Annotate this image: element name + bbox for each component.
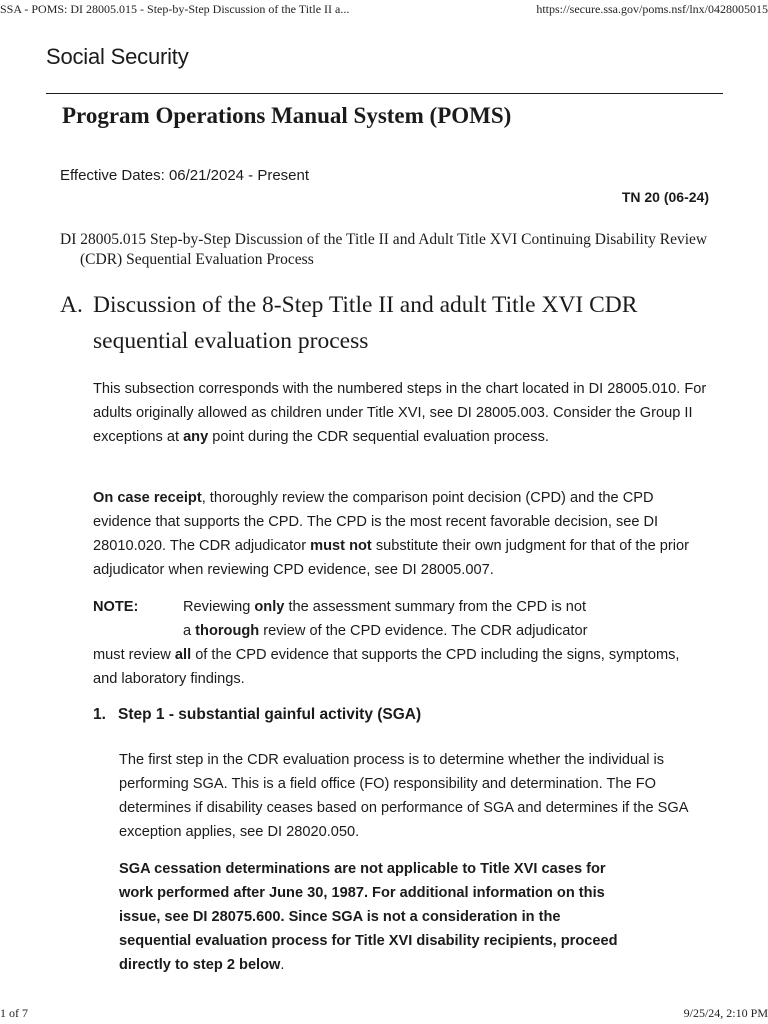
note-line-3 [93, 643, 693, 691]
print-header-title: SSA - POMS: DI 28005.015 - Step-by-Step Discussion of the Title II a... [0, 2, 350, 16]
note-text-2: the assessment summary from the CPD is not [284, 599, 587, 615]
step-1-title: Step 1 - substantial gainful activity (SGA) [118, 706, 422, 723]
print-footer [0, 1006, 768, 1024]
step-1-paragraph: The first step in the CDR evaluation process is to determine whether the individual is performing SGA. This is a field office (FO) responsibility and determination. The FO determines if disability ceases based on performance of SGA and determines if the SGA exception applies, see DI 28020.050. [119, 752, 688, 840]
sga-bold-text: SGA cessation determinations are not applicable to Title XVI cases for work performed after June 30, 1987. For additional information on this issue, see DI 28075.600. Since SGA is not a consideration in the sequential evaluation process for Title XVI disability recipients, proceed directly to step 2 below [119, 861, 618, 973]
note-text-3: a [183, 623, 196, 639]
section-heading-text: Discussion of the 8-Step Title II and adult Title XVI CDR sequential evaluation process [93, 292, 638, 354]
intro-text-2: point during the CDR sequential evaluation process. [208, 429, 549, 445]
poms-title: Program Operations Manual System (POMS) [62, 103, 512, 128]
case-receipt-text-2: substitute their own judgment for that of the prior adjudicator when reviewing CPD evidence, see DI 28005.007. [93, 538, 689, 578]
header-divider [46, 93, 723, 94]
note-bold-all: all [174, 647, 192, 663]
note-line-2 [93, 619, 693, 643]
sga-bold-paragraph [119, 857, 619, 977]
note-text-1: Reviewing [183, 599, 255, 615]
note-line-1 [93, 595, 693, 619]
print-header [0, 0, 768, 20]
step-1-number: 1. [93, 706, 106, 723]
intro-paragraph [93, 377, 713, 449]
note-block [93, 595, 693, 691]
intro-text-1: This subsection corresponds with the numbered steps in the chart located in DI 28005.010. For adults originally allowed as children under Title XVI, see DI 28005.003. Consider the Group II exceptions at [93, 381, 707, 445]
case-receipt-text-1: , thoroughly review the comparison point decision (CPD) and the CPD evidence that supports the CPD. The CPD is the most recent favorable decision, see DI 28010.020. The CDR adjudicator [93, 490, 659, 554]
print-header-url: https://secure.ssa.gov/poms.nsf/lnx/0428005015 [536, 2, 768, 16]
note-bold-thorough: thorough [195, 623, 260, 639]
case-receipt-bold: On case receipt [93, 490, 202, 506]
case-receipt-paragraph [93, 486, 713, 582]
section-letter: A. [60, 292, 83, 318]
intro-bold-any: any [183, 429, 209, 445]
page-number: 1 of 7 [0, 1006, 28, 1020]
note-bold-only: only [254, 599, 285, 615]
note-text-4: review of the CPD evidence. The CDR adjudicator [259, 623, 588, 639]
sga-bold-period: . [280, 957, 285, 973]
note-label: NOTE: [93, 599, 139, 615]
print-timestamp: 9/25/24, 2:10 PM [683, 1006, 768, 1020]
agency-name[interactable]: Social Security [46, 44, 189, 69]
note-text-5: must review [93, 647, 175, 663]
document-title: DI 28005.015 Step-by-Step Discussion of the Title II and Adult Title XVI Continuing Disability Review (CDR) Sequential Evaluation Process [60, 231, 708, 268]
step-1-heading [93, 706, 421, 724]
must-not-bold: must not [310, 538, 372, 554]
section-a-heading [60, 287, 700, 359]
transmittal-number: TN 20 (06-24) [621, 189, 709, 205]
note-text-6: of the CPD evidence that supports the CPD including the signs, symptoms, and laboratory findings. [93, 647, 680, 687]
effective-dates: Effective Dates: 06/21/2024 - Present [60, 167, 310, 184]
